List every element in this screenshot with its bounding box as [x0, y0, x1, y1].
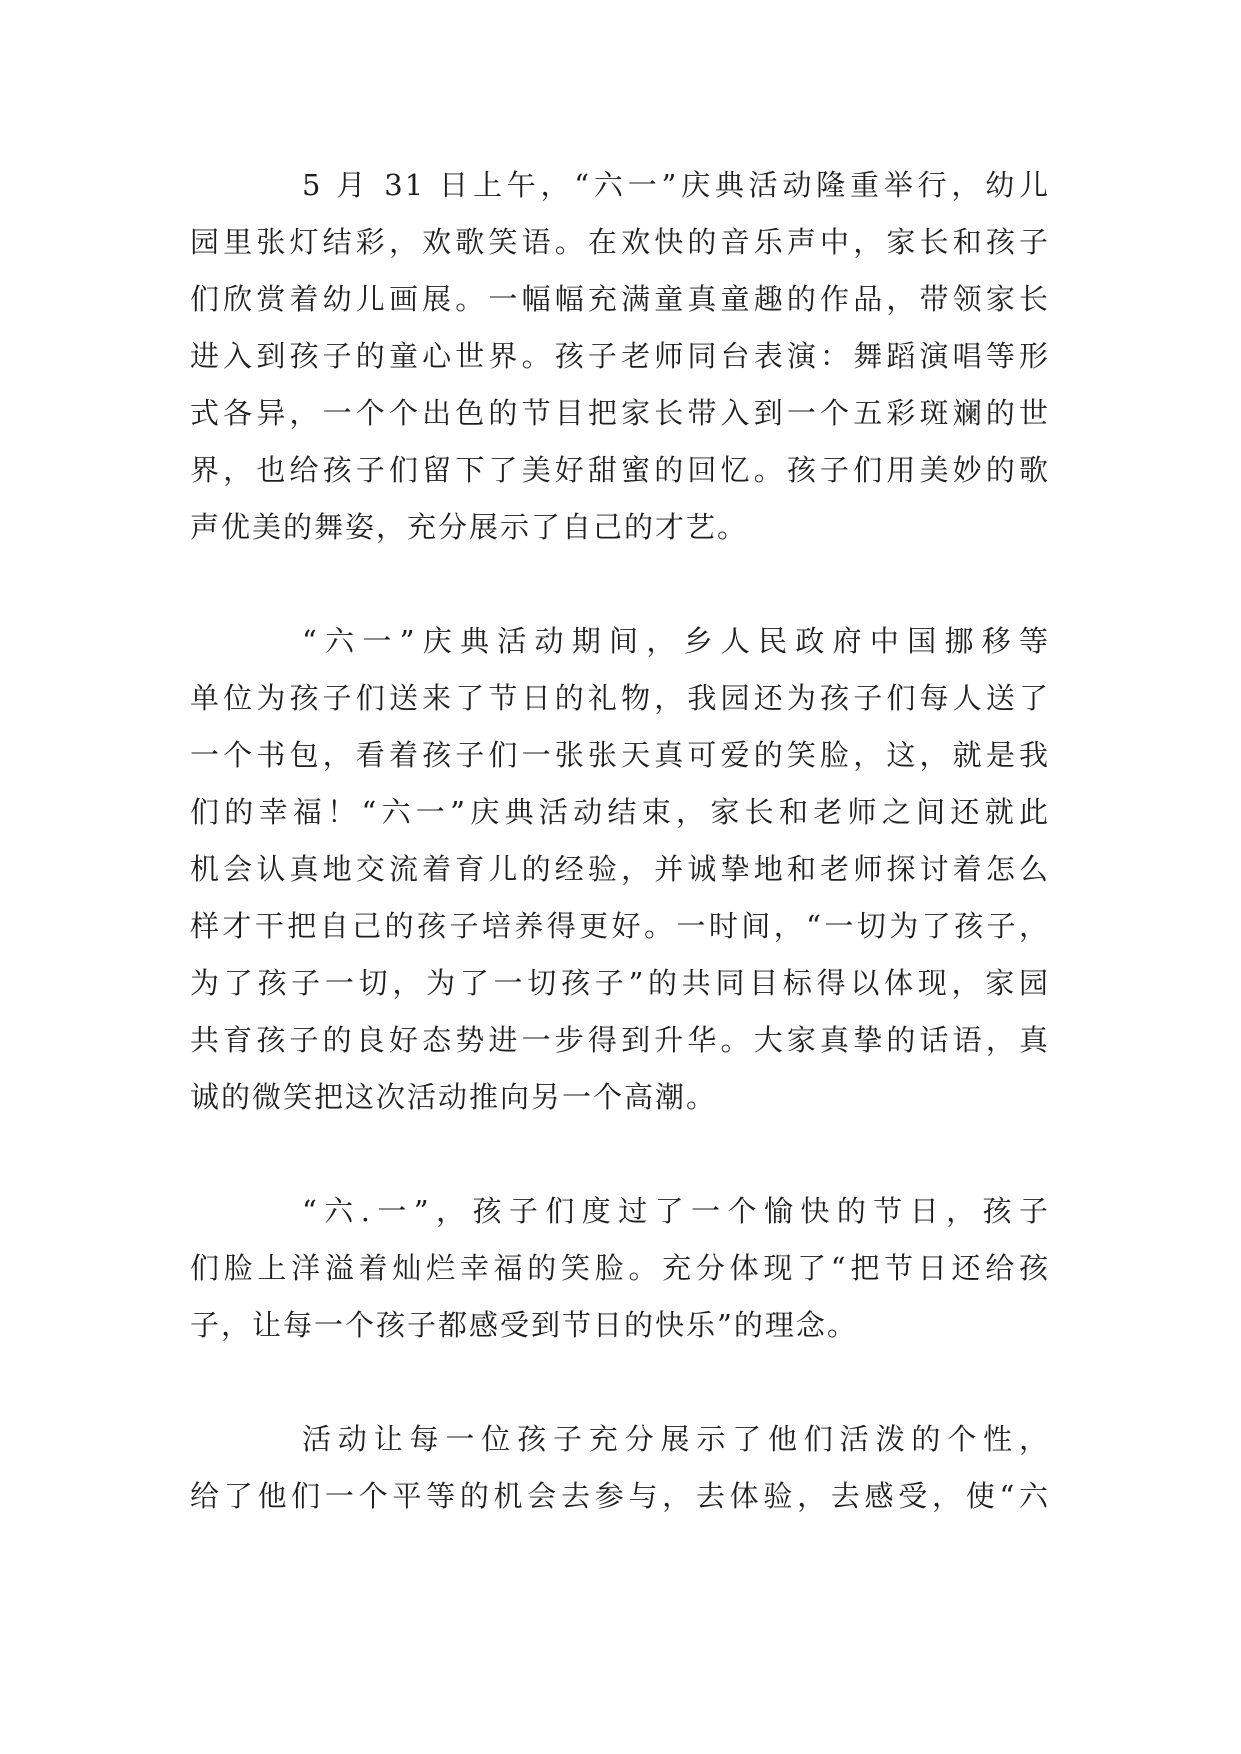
paragraph-2 — [190, 613, 1050, 1126]
paragraph-line: 声优美的舞姿，充分展示了自己的才艺。 — [190, 510, 749, 544]
paragraph-1 — [190, 157, 1050, 556]
paragraph-line: “六.一”，孩子们度过了一个愉快的节日，孩子 — [302, 1194, 1050, 1228]
paragraph-line: 活动让每一位孩子充分展示了他们活泼的个性， — [302, 1422, 1050, 1456]
paragraph-line: 共育孩子的良好态势进一步得到升华。大家真挚的话语，真 — [190, 1023, 1050, 1057]
paragraph-line: “六一”庆典活动期间，乡人民政府中国挪移等 — [302, 624, 1050, 658]
paragraph-line: 进入到孩子的童心世界。孩子老师同台表演：舞蹈演唱等形 — [190, 339, 1050, 373]
paragraph-line: 诚的微笑把这次活动推向另一个高潮。 — [190, 1080, 718, 1114]
paragraph-line: 给了他们一个平等的机会去参与，去体验，去感受，使“六 — [190, 1479, 1050, 1513]
paragraph-line: 5 月 31 日上午，“六一”庆典活动隆重举行，幼儿 — [302, 168, 1050, 202]
paragraph-4 — [190, 1411, 1050, 1525]
paragraph-line: 们的幸福！“六一”庆典活动结束，家长和老师之间还就此 — [190, 795, 1050, 829]
paragraph-line: 机会认真地交流着育儿的经验，并诚挚地和老师探讨着怎么 — [190, 852, 1050, 886]
paragraph-line: 们脸上洋溢着灿烂幸福的笑脸。充分体现了“把节日还给孩 — [190, 1251, 1050, 1285]
paragraph-line: 们欣赏着幼儿画展。一幅幅充满童真童趣的作品，带领家长 — [190, 282, 1050, 316]
paragraph-3 — [190, 1183, 1050, 1354]
paragraph-line: 单位为孩子们送来了节日的礼物，我园还为孩子们每人送了 — [190, 681, 1050, 715]
paragraph-line: 为了孩子一切，为了一切孩子”的共同目标得以体现，家园 — [190, 966, 1050, 1000]
paragraph-line: 子，让每一个孩子都感受到节日的快乐”的理念。 — [190, 1308, 858, 1342]
paragraph-line: 样才干把自己的孩子培养得更好。一时间，“一切为了孩子， — [190, 909, 1050, 943]
paragraph-line: 一个书包，看着孩子们一张张天真可爱的笑脸，这，就是我 — [190, 738, 1050, 772]
paragraph-line: 式各异，一个个出色的节目把家长带入到一个五彩斑斓的世 — [190, 396, 1050, 430]
paragraph-line: 界，也给孩子们留下了美好甜蜜的回忆。孩子们用美妙的歌 — [190, 453, 1050, 487]
paragraph-line: 园里张灯结彩，欢歌笑语。在欢快的音乐声中，家长和孩子 — [190, 225, 1050, 259]
document-body — [190, 157, 1050, 1582]
